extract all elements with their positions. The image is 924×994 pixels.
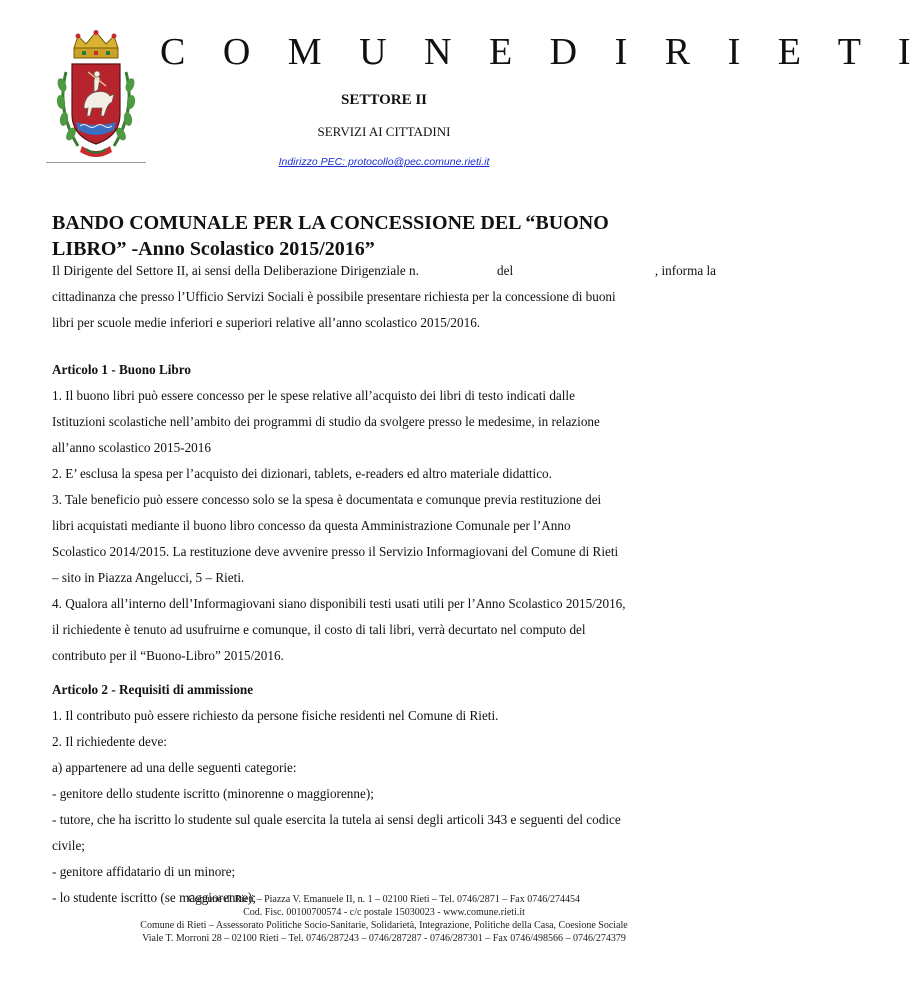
- article-heading: Articolo 2 - Requisiti di ammissione: [52, 682, 254, 697]
- article-line: il richiedente è tenuto ad usufruirne e comunque, il costo di tali libri, verrà decurtato nel computo del: [52, 622, 586, 637]
- sector-title: SETTORE II: [340, 92, 427, 108]
- sector-subtitle: SERVIZI AI CITTADINI: [317, 124, 451, 139]
- article-heading: Articolo 1 - Buono Libro: [52, 362, 191, 377]
- intro-line: [52, 258, 716, 284]
- footer-line: Viale T. Morroni 28 – 02100 Rieti – Tel. 0746/287243 – 0746/287287 - 0746/287301 – Fax 0746/498566 – 0746/274379: [142, 933, 626, 944]
- title-line: BANDO COMUNALE PER LA CONCESSIONE DEL “BUONO: [52, 212, 609, 234]
- article-line: - genitore affidatario di un minore;: [52, 864, 236, 879]
- article-line: 1. Il contributo può essere richiesto da persone fisiche residenti nel Comune di Rieti.: [52, 708, 499, 723]
- pec-address-link[interactable]: Indirizzo PEC: protocollo@pec.comune.rieti.it: [278, 156, 490, 168]
- document-title: [52, 210, 692, 262]
- intro-line: libri per scuole medie inferiori e superiori relative all’anno scolastico 2015/2016.: [52, 315, 481, 330]
- article-line: 2. E’ esclusa la spesa per l’acquisto dei dizionari, tablets, e-readers ed altro materiale didattico.: [52, 466, 552, 481]
- article-line: 4. Qualora all’interno dell’Informagiovani siano disponibili testi usati utili per l’Anno Scolastico 2015/2016,: [52, 596, 626, 611]
- article-line: - lo studente iscritto (se maggiorenne);: [52, 890, 256, 905]
- article-1: [52, 357, 716, 669]
- article-line: - genitore dello studente iscritto (minorenne o maggiorenne);: [52, 786, 374, 801]
- article-line: - tutore, che ha iscritto lo studente sul quale esercita la tutela ai sensi degli articoli 343 e seguenti del codice: [52, 812, 621, 827]
- article-line: contributo per il “Buono-Libro” 2015/2016.: [52, 648, 284, 663]
- article-line: libri acquistati mediante il buono libro concesso da questa Amministrazione Comunale per l’Anno: [52, 518, 571, 533]
- article-line: 2. Il richiedente deve:: [52, 734, 167, 749]
- footer-line: Comune di Rieti – Piazza V. Emanuele II, n. 1 – 02100 Rieti – Tel. 0746/2871 – Fax 0746/274454: [187, 894, 581, 905]
- page-footer: [0, 893, 768, 945]
- intro-informa: , informa la: [654, 263, 716, 278]
- article-line: all’anno scolastico 2015-2016: [52, 440, 211, 455]
- footer-line: Cod. Fisc. 00100700574 - c/c postale 15030023 - www.comune.rieti.it: [243, 907, 525, 918]
- intro-del: del: [497, 263, 514, 278]
- article-line: Scolastico 2014/2015. La restituzione deve avvenire presso il Servizio Informagiovani del Comune di Rieti: [52, 544, 619, 559]
- intro-paragraph: [52, 258, 716, 336]
- intro-line: cittadinanza che presso l’Ufficio Servizi Sociali è possibile presentare richiesta per la concessione di buoni: [52, 289, 616, 304]
- article-line: – sito in Piazza Angelucci, 5 – Rieti.: [52, 570, 245, 585]
- article-2: [52, 677, 716, 911]
- article-line: civile;: [52, 838, 85, 853]
- article-line: 3. Tale beneficio può essere concesso solo se la spesa è documentata e comunque previa restituzione dei: [52, 492, 602, 507]
- intro-text: Il Dirigente del Settore II, ai sensi della Deliberazione Dirigenziale n.: [52, 263, 419, 278]
- title-line: LIBRO” -Anno Scolastico 2015/2016”: [52, 238, 375, 260]
- article-line: a) appartenere ad una delle seguenti categorie:: [52, 760, 297, 775]
- article-line: Istituzioni scolastiche nell’ambito dei programmi di studio da svolgere presso le medesime, in relazione: [52, 414, 600, 429]
- footer-line: Comune di Rieti – Assessorato Politiche Socio-Sanitarie, Solidarietà, Integrazione, Politiche della Casa, Coesione Sociale: [140, 920, 628, 931]
- article-line: 1. Il buono libri può essere concesso per le spese relative all’acquisto dei libri di testo indicati dalle: [52, 388, 575, 403]
- town-name: C O M U N E D I R I E T I: [160, 31, 924, 73]
